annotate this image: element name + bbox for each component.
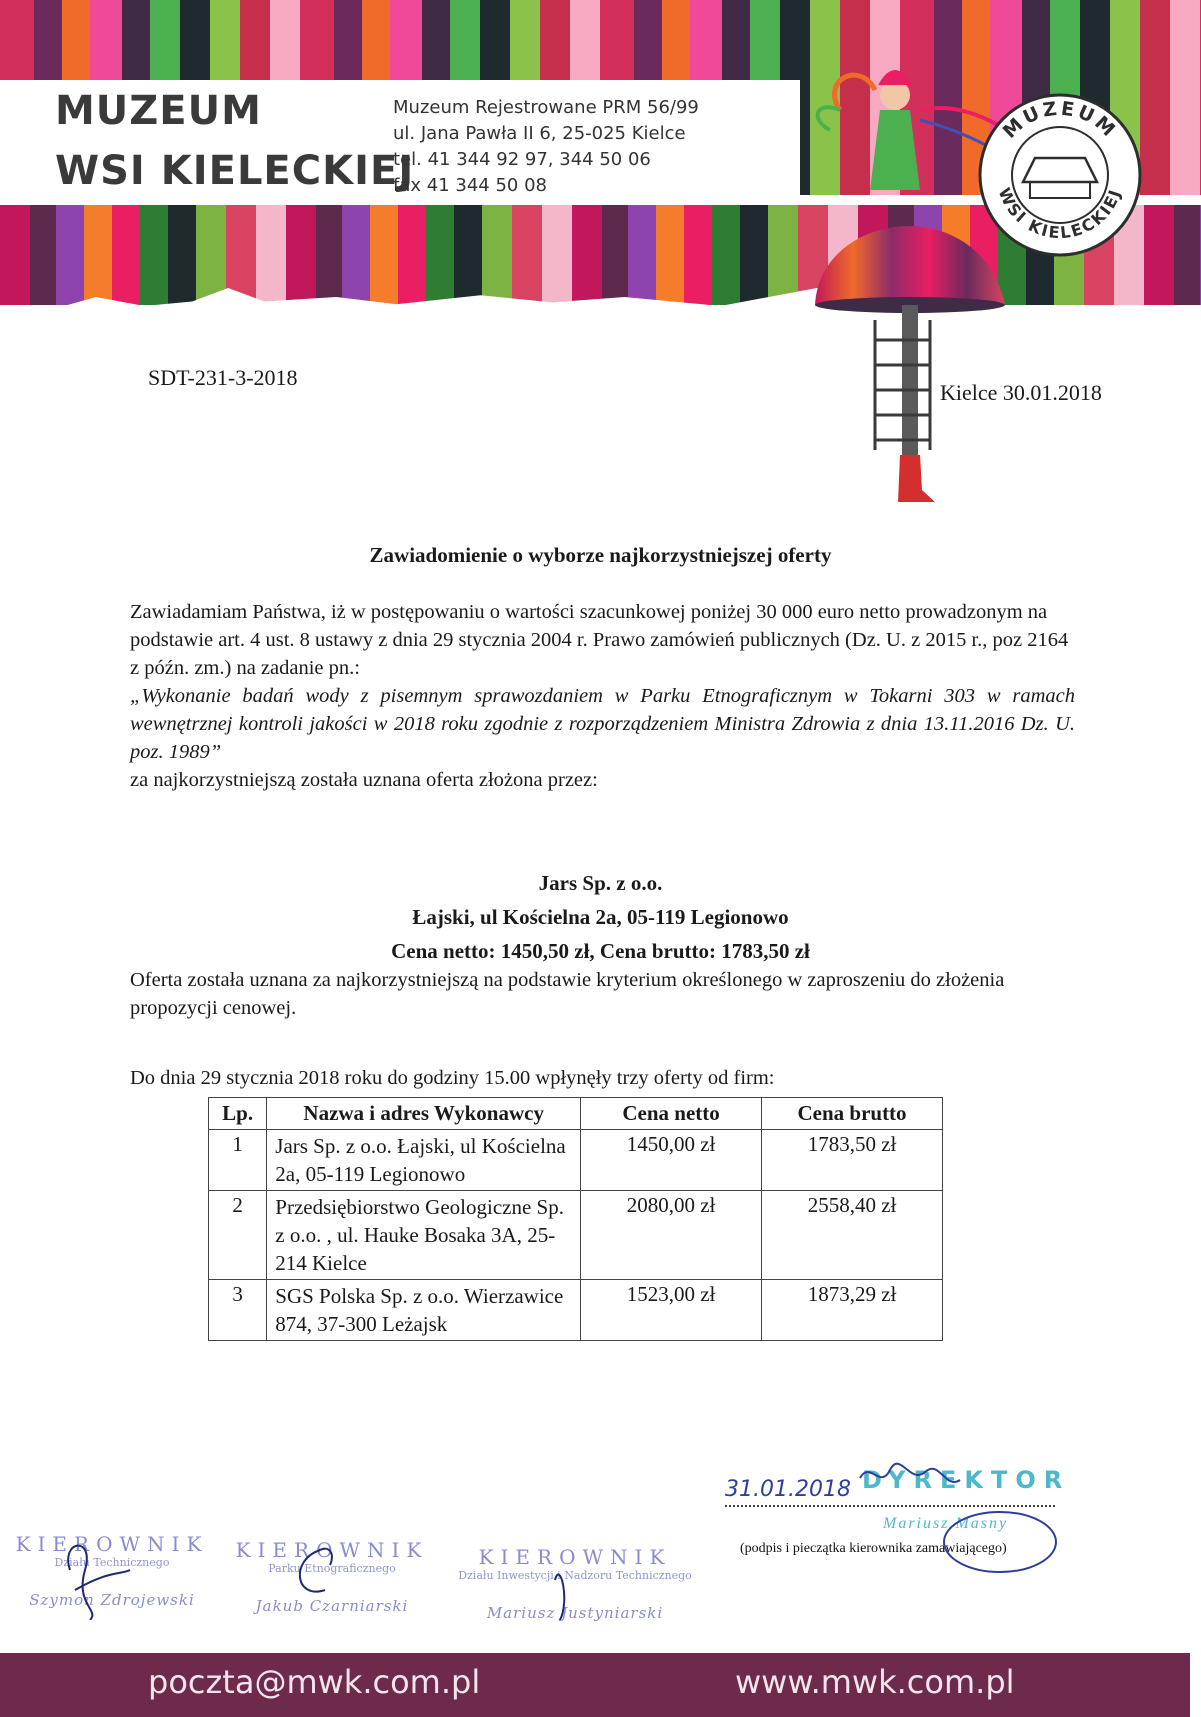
winner-address: Łajski, ul Kościelna 2a, 05-119 Legionowo <box>412 905 789 929</box>
footer-website[interactable]: www.mwk.com.pl <box>735 1663 1015 1701</box>
table-header-row <box>209 1098 943 1130</box>
cell-contractor: Przedsiębiorstwo Geologiczne Sp. z o.o. , ul. Hauke Bosaka 3A, 25-214 Kielce <box>267 1191 581 1280</box>
cell-brutto: 1873,29 zł <box>762 1280 943 1341</box>
director-label: DYREKTOR <box>862 1466 1071 1494</box>
contact-line: fax 41 344 50 08 <box>393 175 547 196</box>
offers-intro: Do dnia 29 stycznia 2018 roku do godziny 15.00 wpłynęły trzy oferty od firm: <box>130 1067 775 1089</box>
stamp-unit: Parku Etnograficznego <box>268 1562 396 1575</box>
stamp-label: KIEROWNIK <box>235 1538 429 1562</box>
contact-line: tel. 41 344 92 97, 344 50 06 <box>393 149 651 170</box>
winner-block <box>0 866 1201 968</box>
cell-lp: 1 <box>209 1130 267 1191</box>
stamp-person: Szymon Zdrojewski <box>29 1591 195 1609</box>
notice-paragraph <box>130 598 1075 794</box>
contact-line: ul. Jana Pawła II 6, 25-025 Kielce <box>393 123 686 144</box>
document-date: Kielce 30.01.2018 <box>940 380 1102 405</box>
column-header: Cena brutto <box>762 1098 943 1130</box>
offers-table <box>208 1097 943 1341</box>
cell-netto: 1523,00 zł <box>581 1280 762 1341</box>
museum-name-line1: MUZEUM <box>55 88 262 134</box>
cell-brutto: 2558,40 zł <box>762 1191 943 1280</box>
criterion-paragraph: Oferta została uznana za najkorzystniejszą na podstawie kryterium określonego w zaproszeniu do złożenia propozycji cenowej. <box>130 969 1005 1019</box>
column-header: Lp. <box>209 1098 267 1130</box>
stamp-bottom-text: WSI KIELECKIEJ <box>994 184 1125 243</box>
cell-contractor: SGS Polska Sp. z o.o. Wierzawice 874, 37-300 Leżajsk <box>267 1280 581 1341</box>
footer-email[interactable]: poczta@mwk.com.pl <box>148 1663 481 1701</box>
handwritten-signatures <box>0 1450 1201 1620</box>
contact-block <box>393 95 699 199</box>
winner-name: Jars Sp. z o.o. <box>538 871 663 895</box>
winner-prices: Cena netto: 1450,50 zł, Cena brutto: 1783,50 zł <box>391 939 810 963</box>
cell-lp: 3 <box>209 1280 267 1341</box>
cell-netto: 1450,00 zł <box>581 1130 762 1191</box>
director-name: Mariusz Masny <box>883 1515 1009 1532</box>
director-handwritten-date: 31.01.2018 <box>725 1477 851 1502</box>
cell-contractor: Jars Sp. z o.o. Łajski, ul Kościelna 2a, 05-119 Legionowo <box>267 1130 581 1191</box>
table-row <box>209 1280 943 1341</box>
cell-brutto: 1783,50 zł <box>762 1130 943 1191</box>
contact-line: Muzeum Rejestrowane PRM 56/99 <box>393 97 699 118</box>
cell-netto: 2080,00 zł <box>581 1191 762 1280</box>
cell-lp: 2 <box>209 1191 267 1280</box>
museum-name-line2: WSI KIELECKIEJ <box>55 148 415 194</box>
stamp-label: KIEROWNIK <box>15 1532 209 1556</box>
column-header: Cena netto <box>581 1098 762 1130</box>
stamp-label: KIEROWNIK <box>478 1545 672 1569</box>
column-header: Nazwa i adres Wykonawcy <box>267 1098 581 1130</box>
notice-intro: Zawiadamiam Państwa, iż w postępowaniu o wartości szacunkowej poniżej 30 000 euro netto prowadzonym na podstawie art. 4 ust. 8 ustawy z dnia 29 stycznia 2004 r. Prawo zamówień publicznych (Dz. U. z 2015 r., poz 2164 z późn. zm.) na zadanie pn.: <box>130 601 1069 679</box>
table-row <box>209 1191 943 1280</box>
signature-caption: (podpis i pieczątka kierownika zamawiającego) <box>740 1541 1007 1556</box>
selected-intro: za najkorzystniejszą została uznana oferta złożona przez: <box>130 769 598 791</box>
stamp-top-text: MUZEUM <box>998 97 1122 143</box>
stamp-person: Mariusz Justyniarski <box>486 1604 664 1622</box>
table-row <box>209 1130 943 1191</box>
document-reference: SDT-231-3-2018 <box>148 365 298 390</box>
task-quote: „Wykonanie badań wody z pisemnym sprawozdaniem w Parku Etnograficznym w Tokarni 303 w ramach wewnętrznej kontroli jakości w 2018 roku zgodnie z rozporządzeniem Ministra Zdrowia z dnia 13.11.2016 Dz. U. poz. 1989” <box>130 685 1075 763</box>
stamp-person: Jakub Czarniarski <box>255 1597 409 1615</box>
stamp-unit: Działu Inwestycji i Nadzoru Technicznego <box>458 1569 692 1582</box>
stamp-unit: Działu Technicznego <box>54 1556 170 1569</box>
museum-stamp <box>975 90 1145 260</box>
document-title: Zawiadomienie o wyborze najkorzystniejszej oferty <box>369 543 832 567</box>
